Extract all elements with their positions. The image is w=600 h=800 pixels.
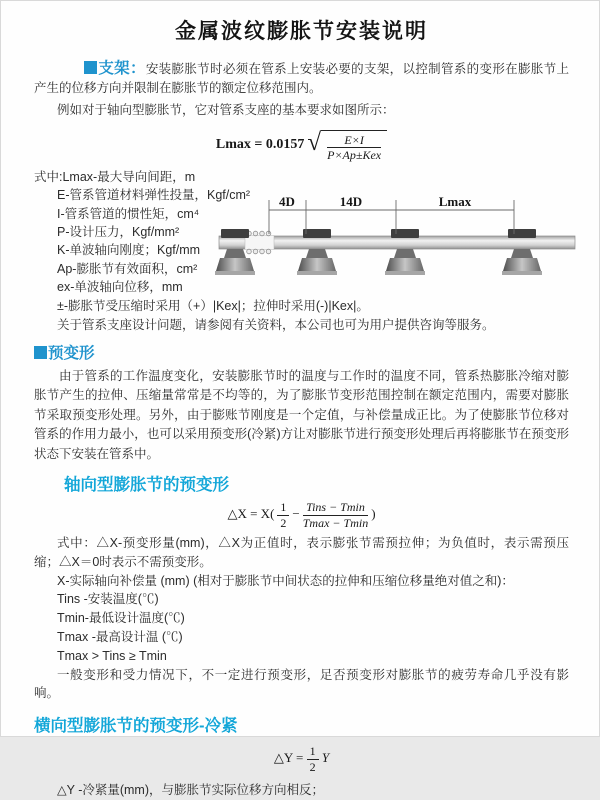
half-denominator: 2 bbox=[280, 515, 287, 530]
definition-line: K-单波轴向刚度；Kgf/mm bbox=[57, 243, 201, 258]
definitions-and-diagram bbox=[34, 168, 569, 297]
note-line: Tmin-最低设计温度(℃) bbox=[57, 611, 185, 626]
definition-line: 式中:Lmax-最大导向间距，m bbox=[34, 169, 196, 184]
lateral-formula-rhs: Y bbox=[321, 750, 330, 766]
radical-sign-icon: √ bbox=[307, 129, 322, 156]
note-line: Tmax -最高设计温 (℃) bbox=[57, 630, 183, 645]
lmax-formula-lhs: Lmax = 0.0157 bbox=[215, 136, 305, 152]
minus-sign: − bbox=[292, 506, 300, 522]
temp-numerator: Tins − Tmin bbox=[303, 500, 368, 515]
lateral-predeform-heading: 横向型膨胀节的预变形-冷紧 bbox=[34, 717, 238, 736]
axial-predeform-heading: 轴向型膨胀节的预变形 bbox=[64, 476, 229, 495]
axial-notes-list bbox=[34, 534, 569, 703]
axial-predeform-formula bbox=[34, 500, 569, 530]
dim-label-14d: 14D bbox=[339, 193, 363, 209]
definition-line: Ap-膨胀节有效面积，cm² bbox=[57, 261, 198, 276]
lateral-half-numerator: 1 bbox=[307, 744, 319, 759]
note-line: 式中：△X-预变形量(mm)，△X为正值时，表示膨张节需预拉伸；为负值时，表示需预压缩；△X＝0时表示不需预变形。 bbox=[34, 536, 569, 569]
section-predeform-header bbox=[34, 344, 569, 364]
temp-denominator: Tmax − Tmin bbox=[302, 515, 369, 530]
dimension-lines bbox=[269, 200, 514, 234]
section-predeform-label: 预变形 bbox=[48, 344, 95, 362]
axial-formula-rhs: ) bbox=[371, 506, 376, 522]
pipe-support-pedestal bbox=[385, 229, 425, 275]
half-numerator: 1 bbox=[277, 500, 289, 515]
plus-minus-note: ±-膨胀节受压缩时采用（+）|Kex|；拉伸时采用(-)|Kex|。 bbox=[57, 298, 369, 313]
support-example-line: 例如对于轴向型膨胀节，它对管系支座的基本要求如图所示： bbox=[57, 103, 395, 117]
section-bullet-icon bbox=[84, 61, 97, 74]
definition-line: I-管系管道的惯性矩，cm⁴ bbox=[57, 206, 200, 221]
note-line: 一般变形和受力情况下，不一定进行预变形，足否预变形对膨胀节的疲劳寿命几乎没有影响。 bbox=[34, 667, 569, 701]
lateral-predeform-formula bbox=[34, 744, 569, 774]
pipe-support-pedestal bbox=[502, 229, 542, 275]
lmax-formula bbox=[34, 127, 569, 163]
lateral-formula-lhs: △Y = bbox=[273, 750, 304, 766]
definition-line: P-设计压力，Kgf/mm² bbox=[57, 225, 180, 239]
support-spacing-diagram bbox=[219, 192, 575, 294]
note-line: Tmax > Tins ≥ Tmin bbox=[57, 648, 167, 663]
note-line: Tins -安装温度(℃) bbox=[57, 592, 159, 607]
section-bullet-icon bbox=[34, 346, 47, 359]
consult-note: 关于管系支座设计问题，请参阅有关资料，本公司也可为用户提供咨询等服务。 bbox=[57, 317, 495, 332]
section-support-header bbox=[84, 60, 146, 77]
definition-line: E-管系管道材料弹性投量，Kgf/cm² bbox=[57, 188, 251, 203]
cold-tighten-note: △Y -冷紧量(mm)，与膨胀节实际位移方向相反； bbox=[57, 783, 325, 798]
lmax-formula-numerator: E×I bbox=[327, 133, 381, 148]
support-intro-paragraph bbox=[34, 59, 569, 98]
note-line: X-实际轴向补偿量 (mm) (相对于膨胀节中间状态的拉伸和压缩位移量绝对值之和)： bbox=[57, 573, 514, 588]
dim-label-lmax: Lmax bbox=[438, 193, 472, 209]
sqrt-radical bbox=[307, 127, 387, 163]
definition-line: ex-单波轴向位移，mm bbox=[57, 280, 183, 295]
pipe-support-pedestal bbox=[297, 229, 337, 275]
section-support-label: 支架： bbox=[98, 60, 146, 77]
page-title: 金属波纹膨胀节安装说明 bbox=[175, 20, 428, 43]
bellows-expansion-joint bbox=[245, 231, 274, 254]
support-intro-text: 安装膨胀节时必须在管系上安装必要的支架，以控制管系的变形在膨胀节上产生的位移方向并限制在膨胀节的额定位移范围内。 bbox=[34, 62, 569, 95]
predeform-body-paragraph: 由于管系的工作温度变化，安装膨胀节时的温度与工作时的温度不同，管系热膨胀冷缩对膨胀节产生的拉伸、压缩量常常是不均等的，为了膨胀节变形范围控制在额定范围内，需要对膨胀节采取预变形处理。另外，由于膨账节刚度是一个定值，与补偿量成正比。为了使膨胀节位移对管系的作用力最小，也可以采用预变形(冷紧)方让对膨胀节进行预变形处理后再将膨胀节在预变形状态下安装在管系中。 bbox=[34, 368, 569, 461]
axial-formula-lhs: △X = X( bbox=[227, 506, 275, 522]
lmax-formula-denominator: P×Ap±Kex bbox=[327, 148, 382, 163]
dim-label-4d: 4D bbox=[279, 193, 295, 209]
lateral-half-denominator: 2 bbox=[309, 759, 316, 774]
